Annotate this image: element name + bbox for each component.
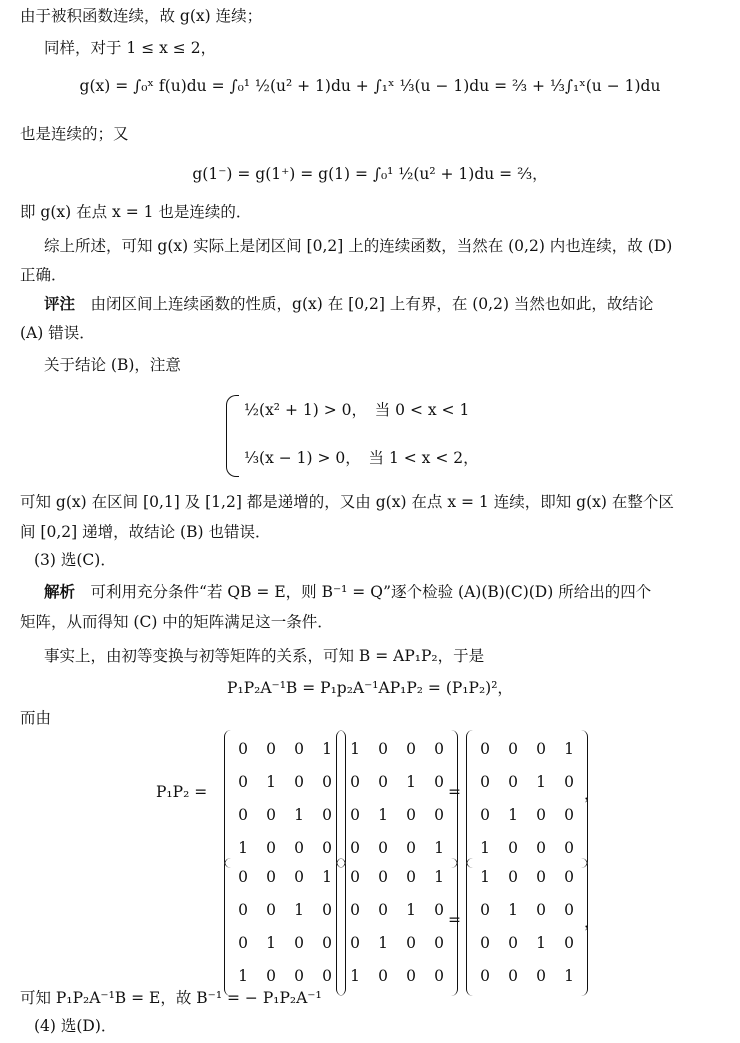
remark-text: 由闭区间上连续函数的性质，g(x) 在 [0,2] 上有界，在 (0,2) 当然也如此，故结论 (90, 295, 654, 313)
matrix-cell: 0 (536, 839, 546, 857)
case-line-2: ⅓(x − 1) > 0， 当 1 < x < 2， (244, 449, 479, 467)
matrix-cell: 1 (266, 934, 276, 952)
matrix-cell: 0 (238, 740, 248, 758)
matrix-cell: 0 (350, 773, 360, 791)
matrix-cell: 0 (406, 806, 416, 824)
text-line-10: 可知 g(x) 在区间 [0,1] 及 [1,2] 都是递增的，又由 g(x) 在点 x = 1 连续，即知 g(x) 在整个区 (20, 493, 674, 511)
matrix-cell: 0 (378, 868, 388, 886)
matrix-product-label: P₁P₂ = (156, 783, 208, 801)
matrix-cell: 0 (238, 901, 248, 919)
matrix-cell: 0 (294, 967, 304, 985)
matrix-cell: 0 (536, 740, 546, 758)
matrix-cell: 0 (564, 901, 574, 919)
analysis-text: 可利用充分条件“若 QB = E，则 B⁻¹ = Q”逐个检验 (A)(B)(C)(D) 所给出的四个 (90, 583, 652, 601)
matrix-cell: 1 (378, 806, 388, 824)
matrix-cell: 1 (238, 839, 248, 857)
matrix-cell: 0 (294, 839, 304, 857)
text-line-4: 即 g(x) 在点 x = 1 也是连续的． (20, 203, 252, 221)
matrix-cell: 1 (322, 868, 332, 886)
matrix-cell: 1 (350, 740, 360, 758)
matrix-cell: 0 (564, 868, 574, 886)
matrix-cell: 1 (294, 901, 304, 919)
text-line-18: (4) 选(D)． (34, 1017, 117, 1035)
matrix-cell: 0 (508, 773, 518, 791)
matrix-cell: 0 (378, 773, 388, 791)
matrix-square-right (336, 858, 458, 996)
matrix-cell: 0 (294, 773, 304, 791)
matrix-cell: 1 (378, 934, 388, 952)
text-line-12: (3) 选(C)． (34, 551, 116, 569)
text-line-16: 而由 (20, 709, 52, 727)
matrix-cell: 0 (406, 868, 416, 886)
text-line-14: 矩阵，从而得知 (C) 中的矩阵满足这一条件． (20, 613, 333, 631)
text-line-2: 同样，对于 1 ≤ x ≤ 2， (44, 39, 217, 57)
matrix-p1 (224, 730, 346, 868)
matrix-identity (466, 858, 588, 996)
matrix-cell: 0 (266, 868, 276, 886)
matrix-cell: 0 (508, 839, 518, 857)
text-line-3: 也是连续的；又 (20, 125, 129, 143)
matrix-cell: 0 (480, 934, 490, 952)
matrix-cell: 0 (508, 967, 518, 985)
matrix-cell: 0 (266, 967, 276, 985)
matrix-cell: 0 (350, 934, 360, 952)
text-line-7 (44, 294, 653, 314)
equation-gx-integral: g(x) = ∫₀ˣ f(u)du = ∫₀¹ ½(u² + 1)du + ∫₁ˣ ⅓(u − 1)du = ⅔ + ⅓∫₁ˣ(u − 1)du (79, 77, 661, 95)
text-line-11: 间 [0,2] 递增，故结论 (B) 也错误． (20, 523, 271, 541)
matrix-cell: 0 (564, 773, 574, 791)
matrix-cell: 0 (266, 806, 276, 824)
matrix-cell: 0 (536, 967, 546, 985)
matrix-cell: 0 (508, 934, 518, 952)
matrix-cell: 0 (322, 806, 332, 824)
matrix-cell: 0 (322, 934, 332, 952)
text-line-17: 可知 P₁P₂A⁻¹B = E，故 B⁻¹ = − P₁P₂A⁻¹ (20, 989, 322, 1007)
case-line-1: ½(x² + 1) > 0， 当 0 < x < 1 (244, 401, 470, 419)
matrix-cell: 0 (350, 839, 360, 857)
matrix-cell: 0 (480, 740, 490, 758)
matrix-cell: 0 (480, 773, 490, 791)
matrix-cell: 1 (406, 773, 416, 791)
matrix-cell: 0 (266, 839, 276, 857)
matrix-cell: 1 (536, 934, 546, 952)
matrix-cell: 1 (508, 806, 518, 824)
matrix-cell: 0 (536, 901, 546, 919)
matrix-cell: 1 (536, 773, 546, 791)
matrix-cell: 0 (294, 934, 304, 952)
matrix-cell: 0 (508, 868, 518, 886)
matrix-cell: 1 (322, 740, 332, 758)
matrix-cell: 1 (508, 901, 518, 919)
matrix-cell: 0 (564, 934, 574, 952)
matrix-cell: 0 (350, 901, 360, 919)
matrix-cell: 0 (378, 839, 388, 857)
matrix-cell: 0 (322, 773, 332, 791)
text-line-5: 综上所述，可知 g(x) 实际上是闭区间 [0,2] 上的连续函数，当然在 (0,2) 内也连续，故 (D) (44, 237, 673, 255)
matrix-cell: 1 (434, 868, 444, 886)
matrix-cell: 0 (406, 740, 416, 758)
matrix-cell: 0 (322, 967, 332, 985)
matrix-cell: 1 (350, 967, 360, 985)
matrix-cell: 0 (434, 901, 444, 919)
matrix-cell: 0 (434, 967, 444, 985)
matrix-p1p2-result (466, 730, 588, 868)
matrix-cell: 0 (350, 868, 360, 886)
matrix-cell: 0 (294, 740, 304, 758)
matrix-cell: 0 (508, 740, 518, 758)
matrix-cell: 1 (480, 839, 490, 857)
matrix-cell: 0 (434, 740, 444, 758)
remark-label: 评注 (44, 295, 76, 313)
matrix-square-left (224, 858, 346, 996)
cases-brace (226, 395, 239, 477)
matrix-cell: 0 (378, 967, 388, 985)
matrix-cell: 0 (266, 740, 276, 758)
matrix-cell: 0 (480, 967, 490, 985)
matrix-cell: 0 (238, 806, 248, 824)
text-line-15: 事实上，由初等变换与初等矩阵的关系，可知 B = AP₁P₂，于是 (44, 647, 485, 665)
matrix-cell: 0 (238, 868, 248, 886)
equation-g1-limits: g(1⁻) = g(1⁺) = g(1) = ∫₀¹ ½(u² + 1)du = ⅔， (192, 165, 548, 183)
matrix-cell: 0 (480, 901, 490, 919)
matrix-cell: 0 (294, 868, 304, 886)
text-line-9: 关于结论 (B)，注意 (44, 356, 181, 374)
matrix-cell: 0 (378, 901, 388, 919)
matrix-cell: 0 (564, 806, 574, 824)
text-line-1: 由于被积函数连续，故 g(x) 连续； (20, 7, 263, 25)
analysis-label: 解析 (44, 583, 76, 601)
text-line-8: (A) 错误． (20, 324, 95, 342)
matrix-cell: 1 (294, 806, 304, 824)
matrix-cell: 0 (322, 901, 332, 919)
matrix-cell: 0 (406, 934, 416, 952)
matrix-cell: 1 (406, 901, 416, 919)
matrix-cell: 1 (266, 773, 276, 791)
matrix-cell: 0 (322, 839, 332, 857)
matrix-cell: 0 (434, 773, 444, 791)
matrix-cell: 0 (350, 806, 360, 824)
matrix-cell: 0 (564, 839, 574, 857)
matrix-cell: 0 (434, 934, 444, 952)
matrix-p2 (336, 730, 458, 868)
matrix-cell: 0 (238, 773, 248, 791)
matrix-cell: 0 (238, 934, 248, 952)
equation-p1p2: P₁P₂A⁻¹B = P₁p₂A⁻¹AP₁P₂ = (P₁P₂)²， (227, 679, 513, 697)
matrix-cell: 0 (406, 839, 416, 857)
matrix-cell: 1 (480, 868, 490, 886)
equals-sign-2: = (448, 911, 461, 929)
matrix-cell: 1 (564, 967, 574, 985)
matrix-cell: 1 (434, 839, 444, 857)
matrix-cell: 0 (378, 740, 388, 758)
text-line-13 (44, 582, 651, 602)
matrix-cell: 0 (480, 806, 490, 824)
matrix-cell: 0 (536, 868, 546, 886)
matrix-cell: 0 (536, 806, 546, 824)
matrix-cell: 0 (434, 806, 444, 824)
matrix-cell: 1 (238, 967, 248, 985)
equals-sign-1: = (448, 783, 461, 801)
text-line-6: 正确． (20, 266, 67, 284)
matrix-cell: 0 (406, 967, 416, 985)
matrix-cell: 0 (266, 901, 276, 919)
matrix-cell: 1 (564, 740, 574, 758)
comma-1: ， (584, 785, 600, 803)
comma-2: ， (584, 913, 600, 931)
